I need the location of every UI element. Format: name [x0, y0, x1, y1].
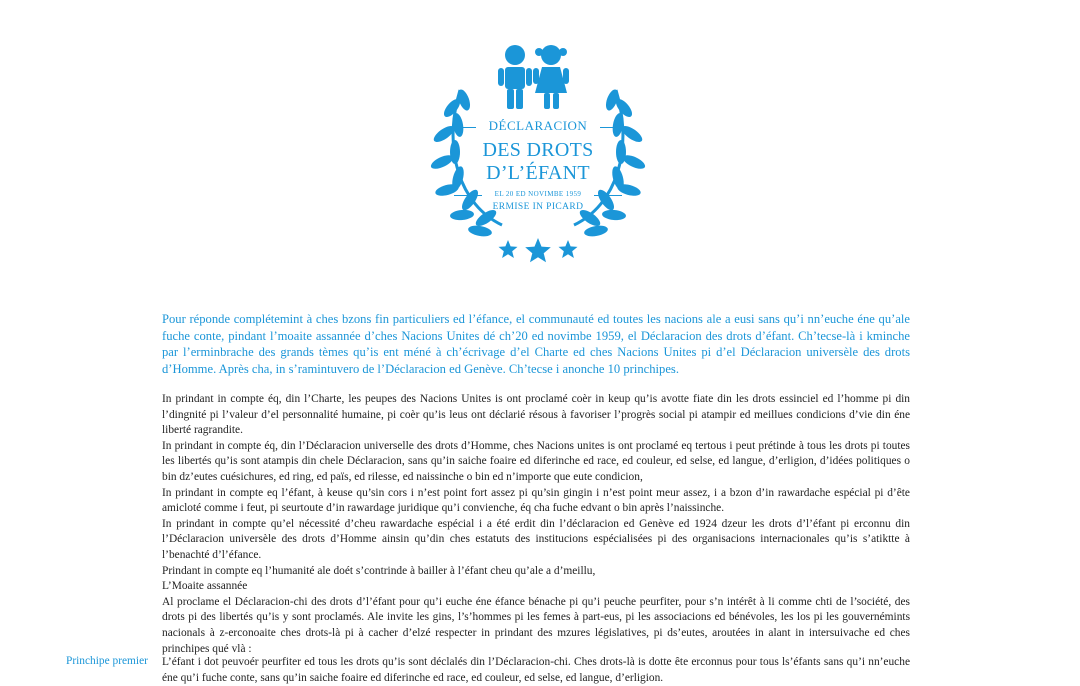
star-icon [499, 238, 578, 262]
preamble-paragraph: In prindant in compte qu’el nécessité d’cheu rawardache espécial i a été erdit din l’déclaracion ed Genève ed 1924 dzeur les drots d’l’éfant pi erconnu din l’Déclaracion universèle des drots d’Homme ainsin qu’din ches estatuts des institucions espécialisées pi des organisacions internacionales qu’is s’atiktte à l’benachté d’l’éfance. [162, 517, 910, 561]
preamble-paragraph: In prindant in compte éq, din l’Déclaracion universelle des drots d’Homme, ches Nacions unites is ont proclamé eq tertous i peut prétinde à tous les drots pi toutes les libertés qu’is sont atampis din chele Déclaracion, sans qu’in saiche foaire ed diferinche ed race, ed couleur, ed selse, ed langue, d’erligion, d’idées politiques o bin dz’eutes cuésichures, ed ring, ed païs, ed rilesse, ed naissinche o bin ed n’importe que eute condicion, [162, 439, 910, 483]
girl-icon [533, 45, 569, 109]
emblem-date: EL 20 ED NOVIMBE 1959 [494, 190, 582, 198]
principle-text: L’éfant i dot peuvoér peurfiter ed tous les drots qu’is sont déclalés din l’Déclaracion-chi. Ches drots-là is dotte ête erconnus pour tous ls’éfants sans qu’i nn’euche éne qu’i fuche conte, sans qu’in saiche foaire ed diferinche ed race, ed couleur, ed selse, ed langue, d’erligion. [162, 656, 910, 684]
emblem-title-line2: DES DROTS [482, 139, 594, 161]
boy-icon [498, 45, 532, 109]
preamble-paragraph: Al proclame el Déclaracion-chi des drots d’l’éfant pour qu’i euche éne éfance bénache pi qu’i peuche peurfiter, pour s’n intérêt à li comme chti de l’société, des drots pi des libertés qu’is y sont proclamés. Ale invite les gins, l’s’hommes pi les femes à part-eus, pi les associacions ed bénévoles, les los pi les gouvernémints nacionals à z-erconoaite ches drots-là pi à cacher d’elzé respecter in prindant des mzures législatives, pi ds’eutes, aroutées in alant in intersuivache ed ches princhipes qué vlà : [162, 595, 910, 655]
emblem-title-line1: DÉCLARACION [488, 118, 588, 133]
emblem-subtitle: ERMISE IN PICARD [492, 202, 584, 212]
preamble-paragraph: L’Moaite assannée [162, 580, 248, 593]
declaration-emblem [430, 30, 646, 280]
preamble-paragraph: In prindant in compte éq, din l’Charte, les peupes des Nacions Unites is ont proclamé coèr in keup qu’is avotte fiate din les drots essinciel ed l’homme pi din l’dingnité pi l’valeur d’el personnalité humaine, pi coèr qu’is leus ont déclarié résous à favoriser l’progrès social pi atampir ed meillues condicions d’vie din éne liberté ragrandite. [162, 393, 910, 437]
preamble-text [162, 392, 910, 657]
emblem-title-line3: D’L’ÉFANT [486, 162, 590, 184]
preamble-paragraph: Prindant in compte eq l’humanité ale doét s’contrinde à bailler à l’éfant cheu qu’ale a d’meillu, [162, 564, 596, 577]
principle-label: Princhipe premier [66, 655, 148, 667]
preamble-paragraph: In prindant in compte eq l’éfant, à keuse qu’sin cors i n’est point fort assez pi qu’sin gingin i n’est point meur assez, i a bzon d’in rawardache espécial pi d’ête amicloté comme i feut, pi seurtoute d’in rawardage juridique qu’i convienche, éq cha fuche edvant o bin après l’naissinche. [162, 486, 910, 515]
intro-paragraph: Pour réponde complétemint à ches bzons fin particuliers ed l’éfance, el communauté ed toutes les nacions ale a eusi sans qu’i nn’euche éne qu’ale fuche conte, pindant l’moaite assannée d’ches Nacions Unites dé ch’20 ed novimbe 1959, el Déclaracion des drots d’éfant. Ch’tecse-là i kminche par l’erminbrache des grands tèmes qu’is ent méné à ch’écrivage d’el Charte ed ches Nacions Unites pi d’el Déclaracion universèle des drots d’Homme. Après cha, in s’ramintuvero de l’Déclaracion ed Genève. Ch’tecse i anonche 10 princhipes. [162, 312, 910, 376]
